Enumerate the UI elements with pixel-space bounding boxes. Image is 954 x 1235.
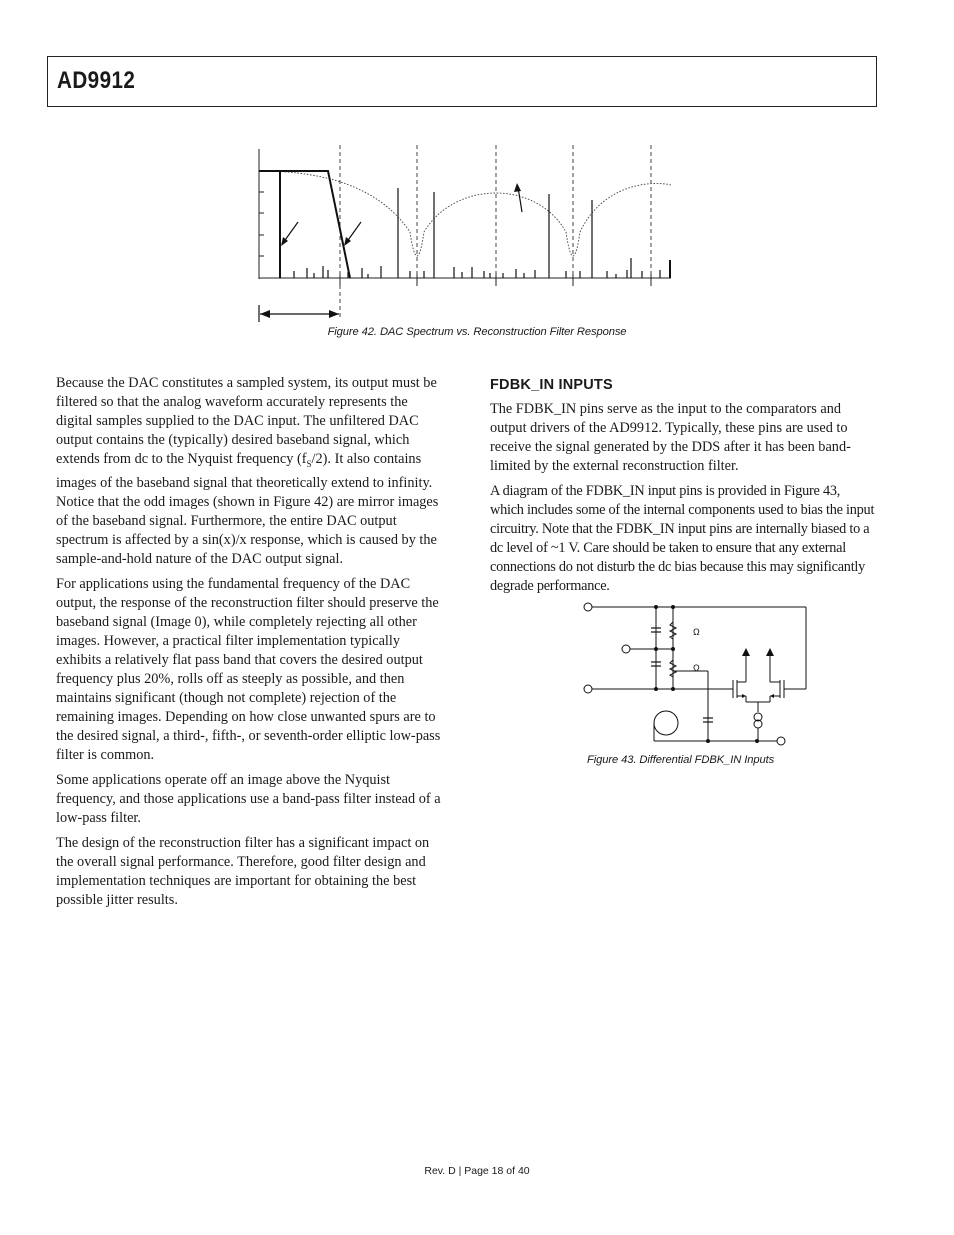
header-box (47, 56, 877, 107)
paragraph-text: /2). It also contains images of the baseband signal that theoretically extend to infinity. Notice that the odd images (shown in Figure 42) are mirror images of the baseband signal. Furthermore, the entire DAC output spectrum is affected by a sin(x)/x response, which is caused by the sample-and-hold nature of the DAC output signal. (56, 451, 439, 567)
figure-42-caption: Figure 42. DAC Spectrum vs. Reconstruction Filter Response (327, 326, 627, 338)
figure-42-spectrum-diagram (250, 140, 690, 325)
resistor-label-bottom: Ω (693, 663, 700, 673)
figure-43-circuit-diagram (578, 598, 814, 750)
paragraph-nyquist-image: Some applications operate off an image above the Nyquist frequency, and those applications use a band-pass filter instead of a low-pass filter. (56, 771, 441, 826)
annotation-arrows (281, 183, 522, 246)
bias-capacitors (651, 628, 713, 722)
passband-width-indicator (259, 305, 339, 322)
paragraph-dac-sampling (56, 374, 441, 569)
right-column (490, 374, 875, 602)
document-title: AD9912 (57, 67, 136, 94)
input-pin-positive (584, 603, 592, 611)
subscript-s: S (306, 458, 312, 469)
paragraph-fdbk-in-bias: A diagram of the FDBK_IN input pins is provided in Figure 43, which includes some of the internal components used to bias the input circuitry. Note that the FDBK_IN input pins are internally biased to a dc level of ~1 V. Care should be taken to ensure that any external connections do not disturb the dc bias because this may significantly degrade performance. (490, 483, 875, 594)
page-footer: Rev. D | Page 18 of 40 (424, 1165, 530, 1177)
bias-voltage-source (654, 711, 678, 735)
differential-transistor-pair (684, 653, 790, 741)
paragraph-text: Because the DAC constitutes a sampled system, its output must be filtered so that the analog waveform accurately represents the digital samples supplied to the DAC input. The unfiltered DAC output contains the (typically) desired baseband signal, which extends from dc to the Nyquist frequency (f (56, 375, 437, 467)
paragraph-filter-design: The design of the reconstruction filter has a significant impact on the overall signal performance. Therefore, good filter design and implementation techniques are important for obtaining the best possible jitter results. (56, 834, 430, 908)
bias-pin (622, 645, 630, 653)
output-arrows (742, 648, 774, 698)
input-pin-negative (584, 685, 592, 693)
paragraph-reconstruction-filter: For applications using the fundamental frequency of the DAC output, the response of the reconstruction filter should preserve the baseband signal (Image 0), while completely rejecting all other images. However, a practical filter implementation typically exhibits a relatively flat pass band that covers the desired output frequency plus 20%, rolls off as steeply as possible, and then maintains significant (though not complete) rejection of the remaining images. Depending on how close unwanted spurs are to the desired signal, a third-, fifth-, or seventh-order elliptic low-pass filter is common. (56, 575, 441, 763)
reconstruction-filter-response (259, 171, 350, 278)
section-heading-fdbk-in: FDBK_IN INPUTS (490, 377, 613, 393)
resistor-label-top: Ω (693, 627, 700, 637)
paragraph-fdbk-in-purpose: The FDBK_IN pins serve as the input to the comparators and output drivers of the AD9912. Typically, these pins are used to receive the signal generated by the DDS after it has been band-limited by the external reconstruction filter. (490, 401, 851, 474)
left-column (56, 374, 441, 916)
ground-pin (777, 737, 785, 745)
figure-43-caption: Figure 43. Differential FDBK_IN Inputs (587, 754, 775, 766)
sinc-envelope (259, 171, 671, 256)
